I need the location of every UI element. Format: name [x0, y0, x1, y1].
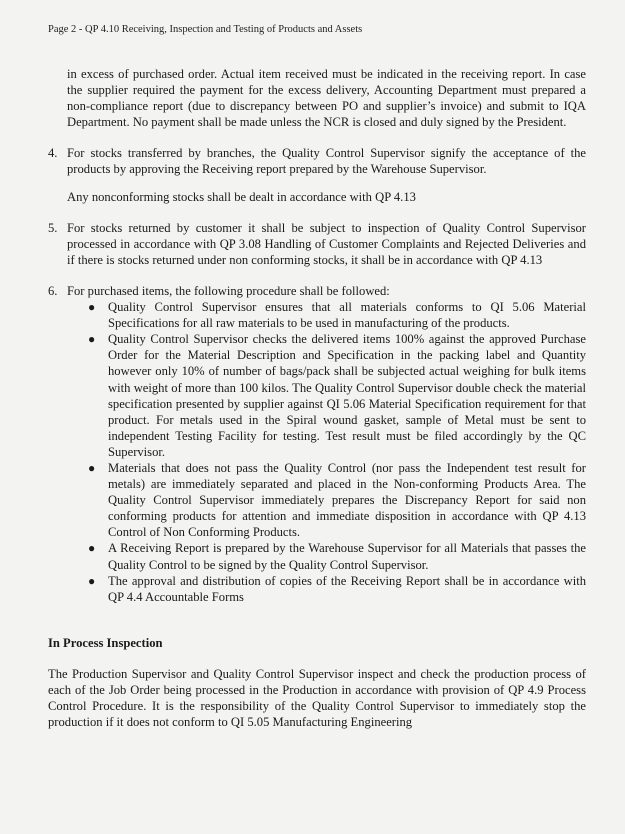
page-header: Page 2 - QP 4.10 Receiving, Inspection and Testing of Products and Assets: [48, 24, 363, 35]
bullet-icon: ●: [88, 541, 96, 556]
section-heading: In Process Inspection: [48, 635, 163, 650]
bullet-icon: ●: [88, 332, 96, 347]
section-paragraph: The Production Supervisor and Quality Control Supervisor inspect and check the production process of each of the Job Order being processed in the Production in accordance with provision of QP 4.9 Process Control Procedure. It is the responsibility of the Quality Control Supervisor to immediately stop the production if it does not conform to QI 5.05 Manufacturing Engineering: [48, 666, 586, 730]
item-text: For stocks transferred by branches, the Quality Control Supervisor signify the acceptance of the products by approving the Receiving report prepared by the Warehouse Supervisor.: [67, 146, 586, 177]
item-number: 6.: [48, 283, 58, 298]
item-text: For stocks returned by customer it shall be subject to inspection of Quality Control Supervisor processed in accordance with QP 3.08 Handling of Customer Complaints and Rejected Deliveries and if there is stocks returned under non conforming stocks, it shall be in accordance with QP 4.13: [67, 220, 586, 267]
bullet-icon: ●: [88, 573, 96, 588]
document-body: [48, 66, 586, 730]
bullet-item: ● Quality Control Supervisor checks the delivered items 100% against the approved Purchase Order for the Material Description and Specification in the packing label and Quantity however only 10% of number of bags/pack shall be subjected actual weighing for bulk items with weight of more than 100 kilos. The Quality Control Supervisor double check the material specification presented by supplier against QI 5.06 Material Specification requirement for that product. For metals used in the Spiral wound gasket, sample of Metal must be sent to independent Testing Facility for testing. Test result must be filed accordingly by the QC Supervisor.: [88, 332, 586, 459]
intro-paragraph: in excess of purchased order. Actual item received must be indicated in the receiving report. In case the supplier required the payment for the excess delivery, Accounting Department must prepared a non-compliance report (due to discrepancy between PO and supplier’s invoice) and submit to IQA Department. No payment shall be made unless the NCR is closed and duly signed by the President.: [67, 67, 586, 130]
bullet-item: ● Quality Control Supervisor ensures that all materials conforms to QI 5.06 Material Specifications for all raw materials to be used in manufacturing of the products.: [88, 300, 586, 331]
bullet-icon: ●: [88, 300, 96, 315]
item-text: For purchased items, the following procedure shall be followed:: [67, 283, 390, 298]
list-item-5: [48, 220, 586, 268]
list-item-6: [48, 283, 586, 299]
item-number: 5.: [48, 220, 58, 235]
bullet-item: ● A Receiving Report is prepared by the Warehouse Supervisor for all Materials that passes the Quality Control to be signed by the Quality Control Supervisor.: [88, 541, 586, 572]
bullet-list: [48, 299, 586, 605]
item-number: 4.: [48, 146, 58, 161]
bullet-icon: ●: [88, 460, 96, 475]
list-item-4: [48, 145, 586, 204]
bullet-item: ● Materials that does not pass the Quality Control (nor pass the Independent test result for metals) are immediately separated and placed in the Non-conforming Products Area. The Quality Control Supervisor immediately prepares the Discrepancy Report for said non conforming products for attention and immediate disposition in accordance with QP 4.13 Control of Non Conforming Products.: [88, 460, 586, 540]
item-note: Any nonconforming stocks shall be dealt in accordance with QP 4.13: [67, 189, 416, 204]
bullet-item: ● The approval and distribution of copies of the Receiving Report shall be in accordance with QP 4.4 Accountable Forms: [88, 573, 586, 604]
